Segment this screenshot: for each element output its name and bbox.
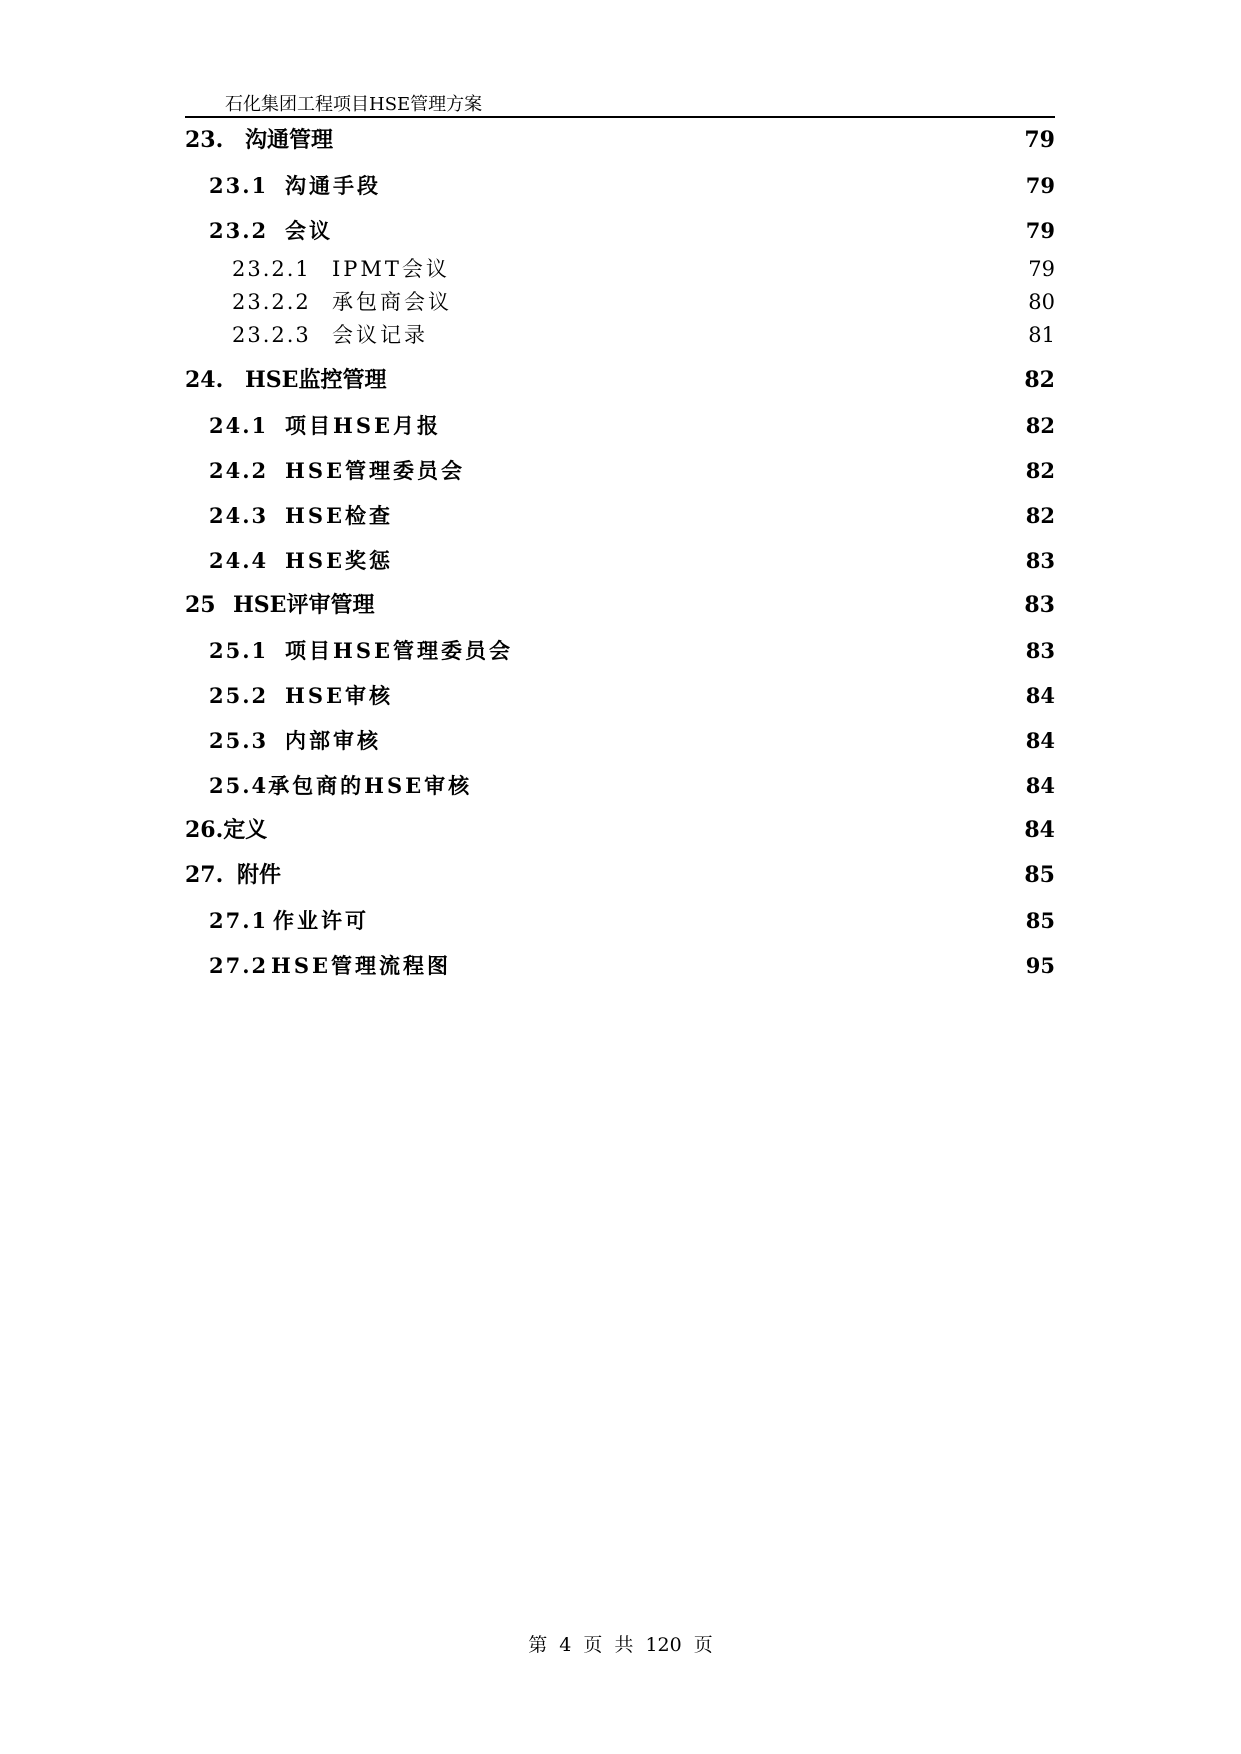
toc-entry-page: 84 [1025,683,1055,708]
toc-entry-number: 23.2.3 [232,323,311,347]
toc-entry-number: 24.4 [209,548,269,573]
toc-entry-page: 79 [1025,173,1055,198]
toc-entry-title: 承包商会议 [332,290,452,314]
toc-entry[interactable] [185,853,1055,898]
toc-entry-number: 27. [185,862,224,888]
toc-entry[interactable] [185,403,1055,448]
toc-entry[interactable] [185,628,1055,673]
toc-entry-number: 24.3 [209,503,269,528]
toc-entry-title: HSE管理流程图 [271,953,452,978]
toc-entry-title: HSE检查 [285,503,394,528]
table-of-contents [185,118,1055,988]
toc-entry-number: 25.1 [209,638,269,663]
toc-entry[interactable] [185,448,1055,493]
toc-entry-title: HSE审核 [285,683,394,708]
toc-entry[interactable] [185,358,1055,403]
toc-entry-title: IPMT会议 [332,257,450,281]
toc-entry-page: 79 [1024,127,1055,153]
toc-entry[interactable] [185,763,1055,808]
toc-entry[interactable] [185,118,1055,163]
toc-entry[interactable] [185,163,1055,208]
toc-entry[interactable] [185,253,1055,286]
toc-entry-title: HSE管理委员会 [285,458,466,483]
toc-entry-number: 27.2 [209,953,269,978]
toc-entry[interactable] [185,718,1055,763]
toc-entry-page: 82 [1025,413,1055,438]
toc-entry-page: 84 [1024,817,1055,843]
toc-entry-title: 沟通管理 [245,127,334,153]
toc-entry[interactable] [185,808,1055,853]
toc-entry-number: 27.1 [209,908,269,933]
toc-entry-title: 会议记录 [332,323,428,347]
toc-entry-number: 26. [185,817,224,843]
document-title: 石化集团工程项目HSE管理方案 [225,94,483,115]
toc-entry-page: 79 [1028,257,1055,281]
toc-entry-title: HSE评审管理 [233,592,375,618]
toc-entry-page: 83 [1025,638,1055,663]
toc-entry[interactable] [185,898,1055,943]
toc-entry-number: 24. [185,367,224,393]
page-number-text: 第 4 页 共 120 页 [528,1634,713,1656]
toc-entry-number: 23.1 [209,173,269,198]
toc-entry-number: 25.2 [209,683,269,708]
toc-entry-number: 23.2.2 [232,290,311,314]
toc-entry-page: 83 [1024,592,1055,618]
toc-entry-title: 项目HSE管理委员会 [285,638,514,663]
toc-entry[interactable] [185,583,1055,628]
toc-entry-title: 作业许可 [273,908,369,933]
toc-entry-page: 85 [1024,862,1055,888]
toc-entry-page: 82 [1025,458,1055,483]
toc-entry-number: 25.4 [209,773,269,798]
toc-entry[interactable] [185,319,1055,352]
toc-entry-title: HSE奖惩 [285,548,394,573]
toc-entry-page: 79 [1025,218,1055,243]
toc-entry-title: HSE监控管理 [245,367,387,393]
toc-entry-title: 沟通手段 [285,173,381,198]
toc-entry-page: 85 [1025,908,1055,933]
toc-entry-page: 84 [1025,773,1055,798]
toc-entry-number: 23.2 [209,218,269,243]
page-footer [0,1630,1241,1657]
toc-entry-page: 82 [1025,503,1055,528]
toc-entry-number: 23. [185,127,224,153]
toc-entry[interactable] [185,286,1055,319]
toc-entry-number: 25 [185,592,216,618]
toc-entry-title: 项目HSE月报 [285,413,442,438]
toc-entry-title: 会议 [285,218,333,243]
toc-entry-page: 95 [1025,953,1055,978]
toc-entry-page: 81 [1028,323,1055,347]
toc-entry[interactable] [185,208,1055,253]
toc-entry-number: 24.1 [209,413,269,438]
toc-entry-number: 25.3 [209,728,269,753]
toc-entry-title: 内部审核 [285,728,381,753]
toc-entry[interactable] [185,673,1055,718]
toc-entry-title: 附件 [237,862,282,888]
toc-entry-number: 24.2 [209,458,269,483]
toc-entry-page: 83 [1025,548,1055,573]
toc-entry-title: 承包商的HSE审核 [268,773,473,798]
toc-entry[interactable] [185,493,1055,538]
toc-entry-number: 23.2.1 [232,257,311,281]
page-header [185,84,1055,118]
toc-entry-page: 80 [1028,290,1055,314]
toc-entry-title: 定义 [223,817,268,843]
toc-entry-page: 84 [1025,728,1055,753]
toc-entry-page: 82 [1024,367,1055,393]
toc-entry[interactable] [185,538,1055,583]
toc-entry[interactable] [185,943,1055,988]
